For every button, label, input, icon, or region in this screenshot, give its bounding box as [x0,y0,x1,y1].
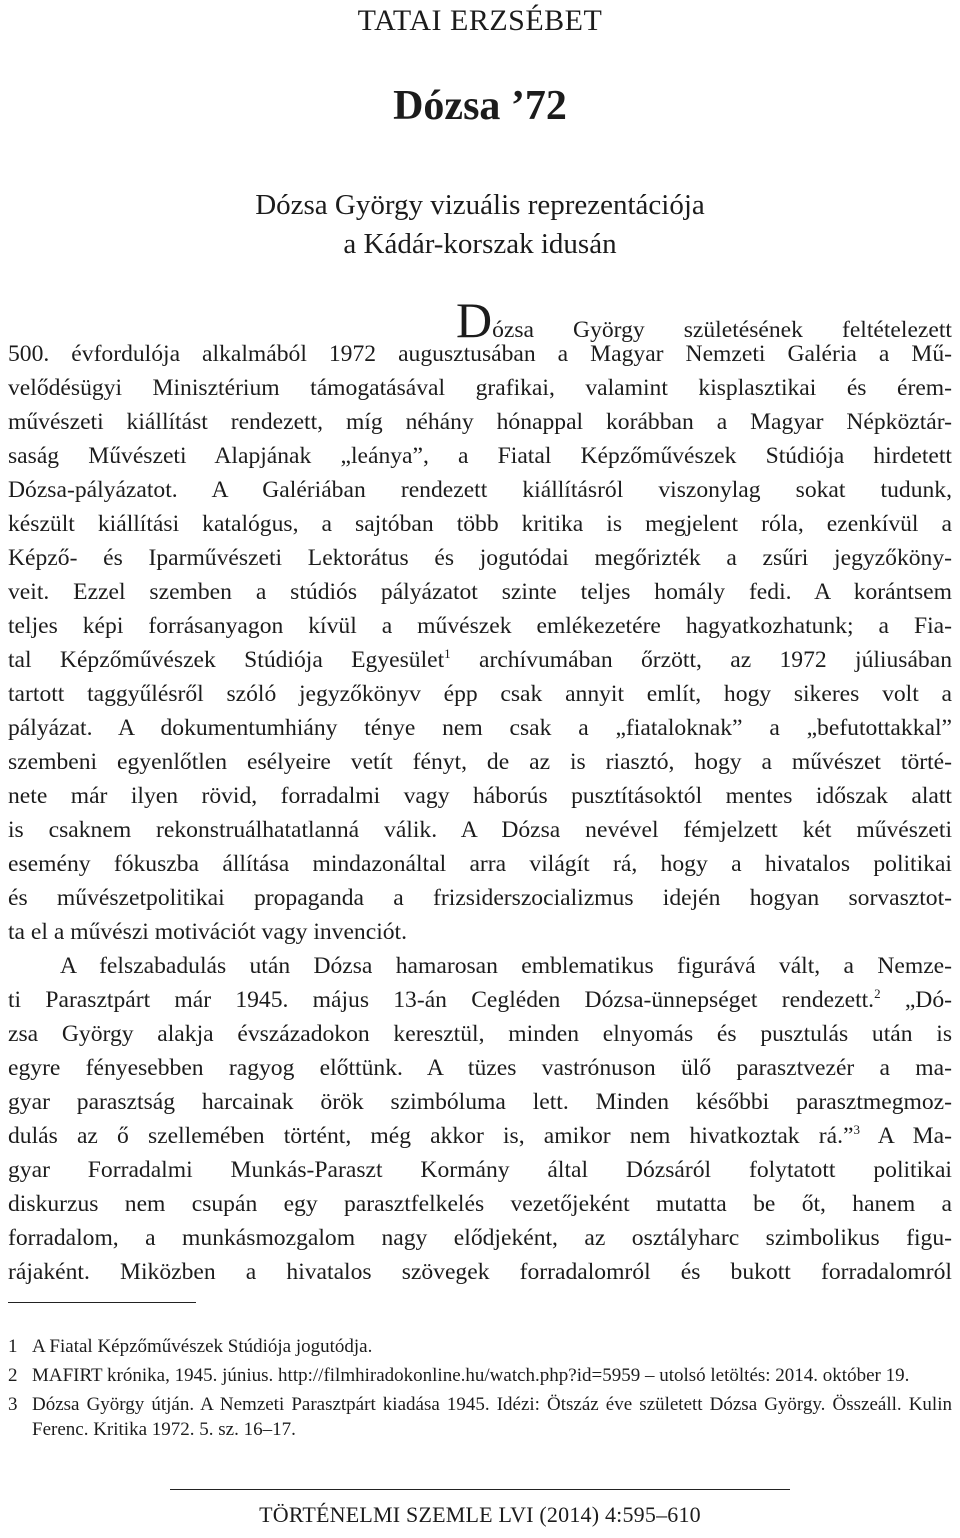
text-line: 500. évfordulója alkalmából 1972 augusztusában a Magyar Nemzeti Galéria a Mű- [8,341,952,367]
footnote-item [8,1392,952,1442]
footnote-divider [8,1302,196,1303]
footnote-number: 3 [8,1394,18,1415]
subtitle-line: Dózsa György vizuális reprezentációja [255,189,705,221]
text-line: Képző- és Iparművészeti Lektorátus és jogutódai megőrizték a zsűri jegyzőköny- [8,545,952,571]
drop-cap: D [456,292,493,348]
footnotes [8,1334,952,1446]
text-line: nete már ilyen rövid, forradalmi vagy háborús pusztításoktól mentes időszak alatt [8,783,952,809]
footnote-item [8,1334,952,1359]
text-line [8,643,952,677]
footnote-text: A Fiatal Képzőművészek Stúdiója jogutódja. [32,1336,373,1357]
text-line: esemény fókuszba állítása mindazonáltal arra világít rá, hogy a hivatalos politikai [8,851,952,877]
text-line: diskurzus nem csupán egy parasztfelkelés vezetőjeként mutatta be őt, hanem a [8,1191,952,1217]
footnote-number: 2 [8,1365,18,1386]
text-line: rájaként. Miközben a hivatalos szövegek forradalomról és bukott forradalomról [8,1259,952,1285]
text-line: A felszabadulás után Dózsa hamarosan emblematikus figurává vált, a Nemze- [60,953,952,979]
text-line [8,983,952,1017]
text-line: ta el a művészi motivációt vagy invenciót. [8,919,408,945]
text-line: készült kiállítási katalógus, a sajtóban több kritika is megjelent róla, ezenkívül a [8,511,952,537]
journal-citation: TÖRTÉNELMI SZEMLE LVI (2014) 4:595–610 [259,1502,701,1527]
text-run: tal Képzőművészek Stúdiója Egyesület [8,647,445,673]
text-line: művészeti kiállítást rendezett, míg néhány hónappal korábban a Magyar Népköztár- [8,409,952,435]
author-name: TATAI ERZSÉBET [357,4,603,37]
footnote-ref[interactable]: 3 [853,1122,860,1138]
text-line: saság Művészeti Alapjának „leánya”, a Fiatal Képzőművészek Stúdiója hirdetett [8,443,952,469]
text-line: Dózsa-pályázatot. A Galériában rendezett kiállításról viszonylag sokat tudunk, [8,477,952,503]
text-line: pályázat. A dokumentumhiány ténye nem csak a „fiataloknak” a „befutottakkal” [8,715,952,741]
footnote-ref[interactable]: 2 [874,986,881,1002]
text-line: tartott taggyűlésről szóló jegyzőkönyv épp csak annyit említ, hogy sikeres volt a [8,681,952,707]
text-line: gyar parasztság harcainak örök szimbóluma lett. Minden későbbi parasztmegmoz- [8,1089,952,1115]
text-run: ti Parasztpárt már 1945. május 13-án Cegléden Dózsa-ünnepséget rendezett. [8,987,875,1013]
footnote-ref[interactable]: 1 [444,646,451,662]
text-line: gyar Forradalmi Munkás-Paraszt Kormány által Dózsáról folytatott politikai [8,1157,952,1183]
text-run: ózsa György születésének feltételezett [492,317,952,343]
text-run: dulás az ő szellemében történt, még akkor is, amikor nem hivatkoztak rá.” [8,1123,854,1149]
text-line: is csaknem rekonstruálhatatlanná válik. A Dózsa nevével fémjelzett két művészeti [8,817,952,843]
text-line: teljes képi forrásanyagon kívül a művészek emlékezetére hagyatkozhatunk; a Fia- [8,613,952,639]
body-text [8,292,952,1289]
footnote-item [8,1363,952,1388]
footnote-text: MAFIRT krónika, 1945. június. http://filmhiradokonline.hu/watch.php?id=5959 – utolsó letöltés: 2014. október 19. [32,1365,910,1386]
article-subtitle [0,186,960,264]
text-run: archívumában őrzött, az 1972 júliusában [450,647,952,673]
text-line: egyre fényesebben ragyog előttünk. A tüzes vastrónuson ülő parasztvezér a ma- [8,1055,952,1081]
text-run: A Ma- [859,1123,952,1149]
text-line: és művészetpolitikai propaganda a frizsiderszocializmus idején hogyan sorvasztot- [8,885,952,911]
text-line: zsa György alakja évszázadokon keresztül, minden elnyomás és pusztulás után is [8,1021,952,1047]
article-title: Dózsa ’72 [393,83,567,129]
text-line [8,1119,952,1153]
footnote-number: 1 [8,1336,18,1357]
text-line: szembeni egyenlőtlen esélyeire vetít fényt, de az is riasztó, hogy a művészet törté- [8,749,952,775]
text-line [8,292,952,348]
text-line: forradalom, a munkásmozgalom nagy elődjeként, az osztályharc szimbolikus figu- [8,1225,952,1251]
subtitle-line: a Kádár-korszak idusán [343,228,617,260]
text-line: veit. Ezzel szemben a stúdiós pályázatot szinte teljes homály fedi. A korántsem [8,579,952,605]
text-run: „Dó- [880,987,952,1013]
footer-divider [170,1489,790,1490]
footnote-text: Dózsa György útján. A Nemzeti Parasztpárt kiadása 1945. Idézi: Ötszáz éve született Dózsa György. Összeáll. Kulin Ferenc. Kritika 1972. 5. sz. 16–17. [32,1394,952,1440]
text-line: velődésügyi Minisztérium támogatásával grafikai, valamint kisplasztikai és érem- [8,375,952,401]
